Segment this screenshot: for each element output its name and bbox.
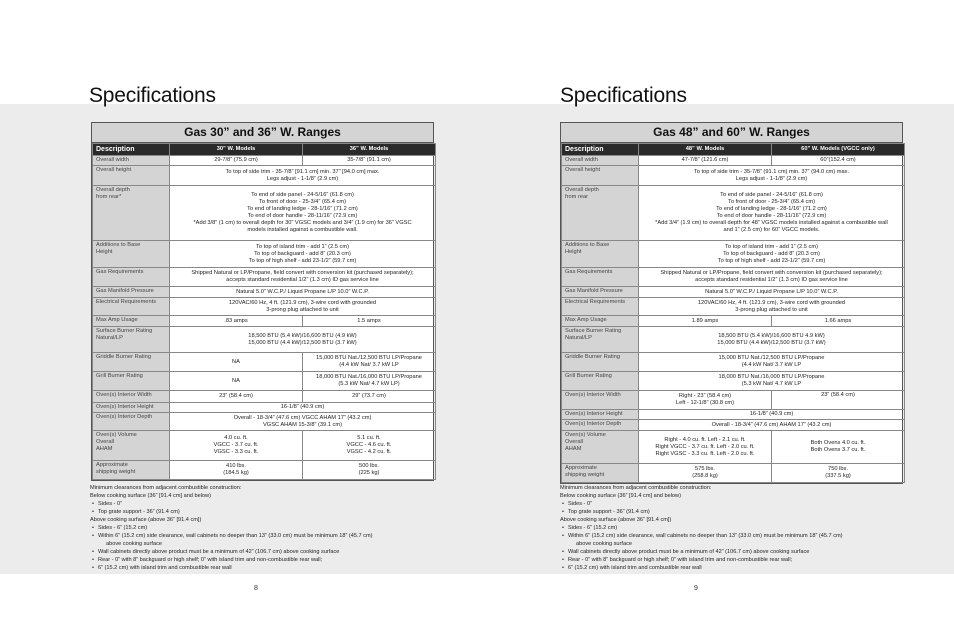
cell-line: To top of backguard - add 8” (20.3 cm) xyxy=(254,250,351,257)
clearance-notes xyxy=(90,484,460,572)
cell-line: VGSC - 4.2 cu. ft. xyxy=(346,449,392,455)
cell-line: accepts standard residential 1/2” (1.3 cm) ID gas service line xyxy=(226,277,379,283)
cell-value: 23” (58.4 cm) xyxy=(772,391,905,410)
cell-line: *Add 3/4” (1.9 cm) to overall depth for 48” VGSC models installed against a combustible wall xyxy=(655,220,888,226)
cell-line: 18,000 BTU Nat./16,000 BTU LP/Propane xyxy=(718,374,825,380)
cell-line: To front of door - 25-3/4” (65.4 cm) xyxy=(728,199,815,205)
cell-line: Right - 4.0 cu. ft. Left - 2.1 cu. ft. xyxy=(664,436,746,443)
cell-value: Natural 5.0” W.C.P./ Liquid Propane L/P 10.0” W.C.P. xyxy=(170,287,436,298)
row-label: Oven(s) Interior Width xyxy=(562,391,639,410)
row-label xyxy=(93,241,170,268)
note-line: • Rear - 0” with 8” backguard or high shelf; 0” with island trim and non-combustible rear wall; xyxy=(90,556,460,564)
row-label: Oven(s) Interior Height xyxy=(562,410,639,420)
table-row xyxy=(93,316,436,327)
table-row xyxy=(562,166,905,186)
note-line: • Within 6” (15.2 cm) side clearance, wall cabinets no deeper than 13” (33.0 cm) must be minimum 18” (45.7 cm) xyxy=(560,532,940,540)
cell-line: Approximate xyxy=(96,462,128,468)
cell-value xyxy=(639,372,905,391)
cell-value: 16-1/8” (40.9 cm) xyxy=(639,410,905,420)
table-row xyxy=(562,316,905,327)
cell-line: Shipped Natural or LP/Propane, field convert with conversion kit (purchased separately); xyxy=(191,270,414,276)
spec-table xyxy=(92,143,436,480)
note-line: • Sides - 6” (15.2 cm) xyxy=(90,524,460,532)
row-label: Max Amp Usage xyxy=(562,316,639,327)
table-row xyxy=(562,298,905,316)
cell-value xyxy=(170,327,436,353)
cell-value: 60”(152.4 cm) xyxy=(772,156,905,166)
cell-line: Right - 23” (58.4 cm) xyxy=(678,393,732,399)
cell-line: 18,500 BTU (5.4 kW)/16,600 BTU (4.9 kW) xyxy=(248,332,357,339)
row-label: Overall width xyxy=(93,156,170,166)
row-label xyxy=(562,186,639,241)
cell-line: accepts standard residential 1/2” (1.3 cm) ID gas service line xyxy=(695,277,848,283)
cell-line: *Add 3/8” (1 cm) to overall depth for 30” VGSC models and 3/4” (1.9 cm) for 36” VGSC xyxy=(193,220,412,226)
cell-line: To top of island trim - add 1” (2.5 cm) xyxy=(725,243,818,250)
note-line: • Rear - 0” with 8” backguard or high shelf; 0” with island trim and non-combustible rear wall; xyxy=(560,556,940,564)
cell-line: To top of island trim - add 1” (2.5 cm) xyxy=(256,243,349,250)
range-title: Gas 48” and 60” W. Ranges xyxy=(561,123,902,143)
row-label: Electrical Requirements xyxy=(93,298,170,316)
cell-line: Additions to Base xyxy=(96,242,141,248)
cell-value xyxy=(170,166,436,186)
page-number: 9 xyxy=(694,585,698,592)
note-line: • 6” (15.2 cm) with island trim and combustible rear wall xyxy=(560,564,940,572)
cell-line: models installed against a combustible wall. xyxy=(247,227,358,233)
cell-value: 35-7/8” (91.1 cm) xyxy=(303,156,436,166)
cell-line: 410 lbs. xyxy=(226,463,246,469)
cell-value xyxy=(639,241,905,268)
cell-line: Overall depth xyxy=(565,187,599,193)
cell-line: To top of backguard - add 8” (20.3 cm) xyxy=(723,250,820,257)
column-header: 60” W. Models (VGCC only) xyxy=(772,144,905,156)
row-label xyxy=(93,186,170,241)
cell-line: Overall xyxy=(96,439,115,445)
column-header: 48” W. Models xyxy=(639,144,772,156)
table-row xyxy=(93,461,436,480)
note-line: • Sides - 0” xyxy=(560,500,940,508)
cell-line: To end of landing ledge - 28-1/16” (71.2 cm) xyxy=(247,206,358,212)
row-label: Grill Burner Rating xyxy=(93,372,170,391)
cell-line: 15,000 BTU Nat./12,500 BTU LP/Propane xyxy=(316,355,422,361)
table-row xyxy=(562,464,905,483)
cell-line: 120VAC/60 Hz, 4 ft. (121.9 cm), 3-wire cord with grounded xyxy=(697,299,846,306)
cell-value xyxy=(170,461,303,480)
cell-value: 16-1/8” (40.9 cm) xyxy=(170,403,436,413)
table-row xyxy=(562,353,905,372)
cell-line: shipping weight xyxy=(96,469,136,475)
note-line: • Within 6” (15.2 cm) side clearance, wall cabinets no deeper than 13” (33.0 cm) must be minimum 18” (45.7 cm) xyxy=(90,532,460,540)
cell-line: (5.3 kW Nat/ 4.7 kW LP) xyxy=(338,381,400,387)
cell-line: To end of side panel - 24-5/16” (61.8 cm) xyxy=(720,192,823,198)
table-row xyxy=(93,241,436,268)
row-label: Gas Requirements xyxy=(93,268,170,287)
cell-value: 23” (58.4 cm) xyxy=(170,391,303,403)
cell-value xyxy=(303,461,436,480)
table-header-row xyxy=(93,144,436,156)
note-line: Above cooking surface (above 36” [91.4 cm]) xyxy=(90,517,202,523)
note-line: • Sides - 0” xyxy=(90,500,460,508)
description-header: Description xyxy=(93,144,170,156)
note-line: • Wall cabinets directly above product must be a minimum of 42” (106.7 cm) above cooking surface xyxy=(560,548,940,556)
cell-value: NA xyxy=(170,353,303,372)
cell-line: To end of landing ledge - 28-1/16” (71.2 cm) xyxy=(716,206,827,212)
cell-line: Approximate xyxy=(565,465,597,471)
spec-table-box xyxy=(91,122,434,481)
table-row xyxy=(93,166,436,186)
note-line: • 6” (15.2 cm) with island trim and combustible rear wall xyxy=(90,564,460,572)
cell-value xyxy=(772,431,905,464)
cell-value xyxy=(170,413,436,431)
cell-line: Oven(s) Volume xyxy=(96,432,137,438)
cell-line: AHAM xyxy=(96,446,113,452)
cell-line: Overall depth xyxy=(96,187,130,193)
note-line: • Top grate support - 36” (91.4 cm) xyxy=(560,508,940,516)
cell-line: To front of door - 25-3/4” (65.4 cm) xyxy=(259,199,346,205)
cell-value xyxy=(639,353,905,372)
row-label xyxy=(562,241,639,268)
clearance-notes xyxy=(560,484,940,572)
cell-value: 1.89 amps xyxy=(639,316,772,327)
cell-line: Oven(s) Volume xyxy=(565,432,606,438)
cell-line: Overall xyxy=(565,439,584,445)
table-row xyxy=(562,287,905,298)
row-label: Oven(s) Interior Width xyxy=(93,391,170,403)
row-label: Griddle Burner Rating xyxy=(562,353,639,372)
cell-line: Overall - 18-3/4” (47.6 cm) VGCC AHAM 17” (43.2 cm) xyxy=(233,414,372,421)
cell-line: 120VAC/60 Hz, 4 ft. (121.9 cm), 3-wire cord with grounded xyxy=(228,299,377,306)
cell-value xyxy=(303,372,436,391)
page-right xyxy=(477,0,954,623)
row-label: Gas Manifold Pressure xyxy=(93,287,170,298)
cell-value xyxy=(303,353,436,372)
cell-line: VGSC - 3.3 cu. ft. xyxy=(213,449,259,455)
cell-line: from rear xyxy=(565,194,589,200)
table-row xyxy=(93,413,436,431)
row-label: Oven(s) Interior Height xyxy=(93,403,170,413)
page-title: Specifications xyxy=(89,84,216,107)
cell-line: Left - 12-1/8” (30.8 cm) xyxy=(675,400,735,406)
cell-line: To top of side trim - 35-7/8” (91.1 cm) min. 37” (94.0 cm) max. xyxy=(693,168,850,175)
cell-line: (184.5 kg) xyxy=(223,470,249,476)
range-title: Gas 30” and 36” W. Ranges xyxy=(92,123,433,143)
table-row xyxy=(93,431,436,461)
row-label xyxy=(93,461,170,480)
table-row xyxy=(562,372,905,391)
table-row xyxy=(93,156,436,166)
table-row xyxy=(93,403,436,413)
cell-value xyxy=(772,464,905,483)
cell-value xyxy=(639,431,772,464)
cell-line: To end of door handle - 28-11/16” (72.9 cm) xyxy=(247,213,358,219)
cell-value: 47-7/8” (121.6 cm) xyxy=(639,156,772,166)
note-line: Below cooking surface (36” [91.4 cm] and below) xyxy=(560,493,681,499)
note-line: • Wall cabinets directly above product must be a minimum of 42” (106.7 cm) above cooking surface xyxy=(90,548,460,556)
table-row xyxy=(93,391,436,403)
table-row xyxy=(562,420,905,431)
row-label xyxy=(562,464,639,483)
table-row xyxy=(93,268,436,287)
cell-line: VGCC - 4.6 cu. ft. xyxy=(346,442,392,448)
cell-value xyxy=(639,186,905,241)
cell-line: VGSC AHAM 15-3/8” (39.1 cm) xyxy=(262,421,343,428)
cell-value xyxy=(639,166,905,186)
cell-value xyxy=(170,241,436,268)
note-line: Above cooking surface (above 36” [91.4 cm]) xyxy=(560,517,672,523)
table-row xyxy=(562,431,905,464)
cell-line: 4.0 cu. ft. xyxy=(224,435,248,441)
cell-value: 1.66 amps xyxy=(772,316,905,327)
table-row xyxy=(562,268,905,287)
cell-line: 15,000 BTU (4.4 kW)/12,500 BTU (3.7 kW) xyxy=(248,339,357,346)
cell-value xyxy=(639,391,772,410)
cell-line: (258.8 kg) xyxy=(692,473,718,479)
cell-line: Natural/LP xyxy=(565,335,592,341)
cell-value xyxy=(639,464,772,483)
note-line: Minimum clearances from adjacent combustible construction: xyxy=(90,485,242,491)
cell-line: 750 lbs. xyxy=(828,466,848,472)
row-label: Grill Burner Rating xyxy=(562,372,639,391)
cell-line: Natural/LP xyxy=(96,335,123,341)
table-row xyxy=(93,353,436,372)
cell-line: Right VGSC - 3.3 cu. ft. Left - 2.0 cu. ft. xyxy=(655,450,755,457)
cell-line: To top of high shelf - add 23-1/2” (59.7 cm) xyxy=(717,257,826,264)
row-label: Overall width xyxy=(562,156,639,166)
spec-table-box xyxy=(560,122,903,484)
table-row xyxy=(562,186,905,241)
cell-line: Legs adjust - 1-1/8” (2.9 cm) xyxy=(266,175,339,182)
table-row xyxy=(93,186,436,241)
cell-value: 29-7/8” (75.9 cm) xyxy=(170,156,303,166)
cell-line: To end of side panel - 24-5/16” (61.8 cm) xyxy=(251,192,354,198)
cell-line: Surface Burner Rating xyxy=(96,328,153,334)
cell-line: To end of door handle - 28-11/16” (72.9 cm) xyxy=(716,213,827,219)
table-row xyxy=(93,372,436,391)
note-line: above cooking surface xyxy=(106,541,162,547)
note-line: above cooking surface xyxy=(576,541,632,547)
cell-line: VGCC - 3.7 cu. ft. xyxy=(213,442,259,448)
cell-value xyxy=(639,298,905,316)
cell-line: Right VGCC - 3.7 cu. ft. Left - 2.0 cu. ft. xyxy=(655,443,755,450)
cell-line: (5.3 kW Nat/ 4.7 kW LP xyxy=(741,381,802,387)
cell-line: 500 lbs. xyxy=(359,463,379,469)
cell-value xyxy=(639,327,905,353)
row-label: Overall height xyxy=(93,166,170,186)
row-label: Oven(s) Interior Depth xyxy=(562,420,639,431)
cell-line: Height xyxy=(96,249,113,255)
note-line: • Top grate support - 36” (91.4 cm) xyxy=(90,508,460,516)
cell-value xyxy=(170,186,436,241)
page-number: 8 xyxy=(254,585,258,592)
cell-value: Natural 5.0” W.C.P./ Liquid Propane L/P 10.0” W.C.P. xyxy=(639,287,905,298)
cell-value xyxy=(170,268,436,287)
page-title: Specifications xyxy=(560,84,687,107)
row-label: Griddle Burner Rating xyxy=(93,353,170,372)
row-label: Max Amp Usage xyxy=(93,316,170,327)
cell-value xyxy=(303,431,436,461)
cell-line: 15,000 BTU Nat./12,500 BTU LP/Propane xyxy=(718,355,825,361)
note-line: Minimum clearances from adjacent combustible construction: xyxy=(560,485,712,491)
row-label xyxy=(93,327,170,353)
cell-line: (337.5 kg) xyxy=(825,473,851,479)
cell-line: Both Ovens 3.7 cu. ft. xyxy=(810,447,866,453)
table-row xyxy=(562,327,905,353)
table-row xyxy=(93,287,436,298)
cell-line: Shipped Natural or LP/Propane, field convert with conversion kit (purchased separately); xyxy=(660,270,883,276)
cell-value: 1.5 amps xyxy=(303,316,436,327)
cell-value: .83 amps xyxy=(170,316,303,327)
cell-value: NA xyxy=(170,372,303,391)
cell-line: shipping weight xyxy=(565,472,605,478)
row-label xyxy=(562,431,639,464)
cell-line: 575 lbs. xyxy=(695,466,715,472)
cell-line: (4.4 kW Nat/ 3.7 kW LP xyxy=(741,362,802,368)
spec-table xyxy=(561,143,905,483)
cell-line: and 1” (2.5 cm) for 60” VGCC models. xyxy=(723,227,820,233)
cell-line: To top of high shelf - add 23-1/2” (59.7 cm) xyxy=(248,257,357,264)
cell-line: AHAM xyxy=(565,446,582,452)
table-header-row xyxy=(562,144,905,156)
cell-line: Height xyxy=(565,249,582,255)
row-label: Oven(s) Interior Depth xyxy=(93,413,170,431)
cell-line: Both Ovens 4.0 cu. ft. xyxy=(810,440,866,446)
cell-line: from rear* xyxy=(96,194,122,200)
note-line: • Sides - 6” (15.2 cm) xyxy=(560,524,940,532)
cell-value: 29” (73.7 cm) xyxy=(303,391,436,403)
cell-line: Additions to Base xyxy=(565,242,610,248)
row-label xyxy=(93,431,170,461)
cell-line: 18,500 BTU (5.4 kW)/16,600 BTU 4.9 kW) xyxy=(718,332,825,339)
cell-line: 5.1 cu. ft. xyxy=(357,435,381,441)
cell-value: Overall - 18-3/4” (47.6 cm) AHAM 17” (43.2 cm) xyxy=(639,420,905,431)
cell-line: 15,000 BTU (4.4 kW)/12,500 BTU (3.7 kW) xyxy=(717,339,826,346)
row-label: Gas Manifold Pressure xyxy=(562,287,639,298)
cell-line: 3-prong plug attached to unit xyxy=(735,306,808,313)
cell-value xyxy=(170,298,436,316)
cell-line: To top of side trim - 35-7/8” [91.1 cm] min. 37” [94.0 cm] max. xyxy=(225,168,380,175)
cell-line: (225 kg) xyxy=(358,470,380,476)
cell-value xyxy=(170,431,303,461)
cell-line: Surface Burner Rating xyxy=(565,328,622,334)
table-row xyxy=(562,241,905,268)
row-label xyxy=(562,327,639,353)
note-line: Below cooking surface (36” [91.4 cm] and below) xyxy=(90,493,211,499)
row-label: Gas Requirements xyxy=(562,268,639,287)
table-row xyxy=(562,391,905,410)
description-header: Description xyxy=(562,144,639,156)
table-row xyxy=(93,298,436,316)
table-row xyxy=(93,327,436,353)
cell-line: 3-prong plug attached to unit xyxy=(266,306,339,313)
row-label: Electrical Requirements xyxy=(562,298,639,316)
column-header: 36” W. Models xyxy=(303,144,436,156)
column-header: 30” W. Models xyxy=(170,144,303,156)
table-row xyxy=(562,156,905,166)
table-row xyxy=(562,410,905,420)
cell-line: (4.4 kW Nat/ 3.7 kW LP xyxy=(339,362,399,368)
cell-value xyxy=(639,268,905,287)
cell-line: 18,000 BTU Nat./16,000 BTU LP/Propane xyxy=(316,374,422,380)
cell-line: Legs adjust - 1-1/8” (2.9 cm) xyxy=(735,175,808,182)
row-label: Overall height xyxy=(562,166,639,186)
